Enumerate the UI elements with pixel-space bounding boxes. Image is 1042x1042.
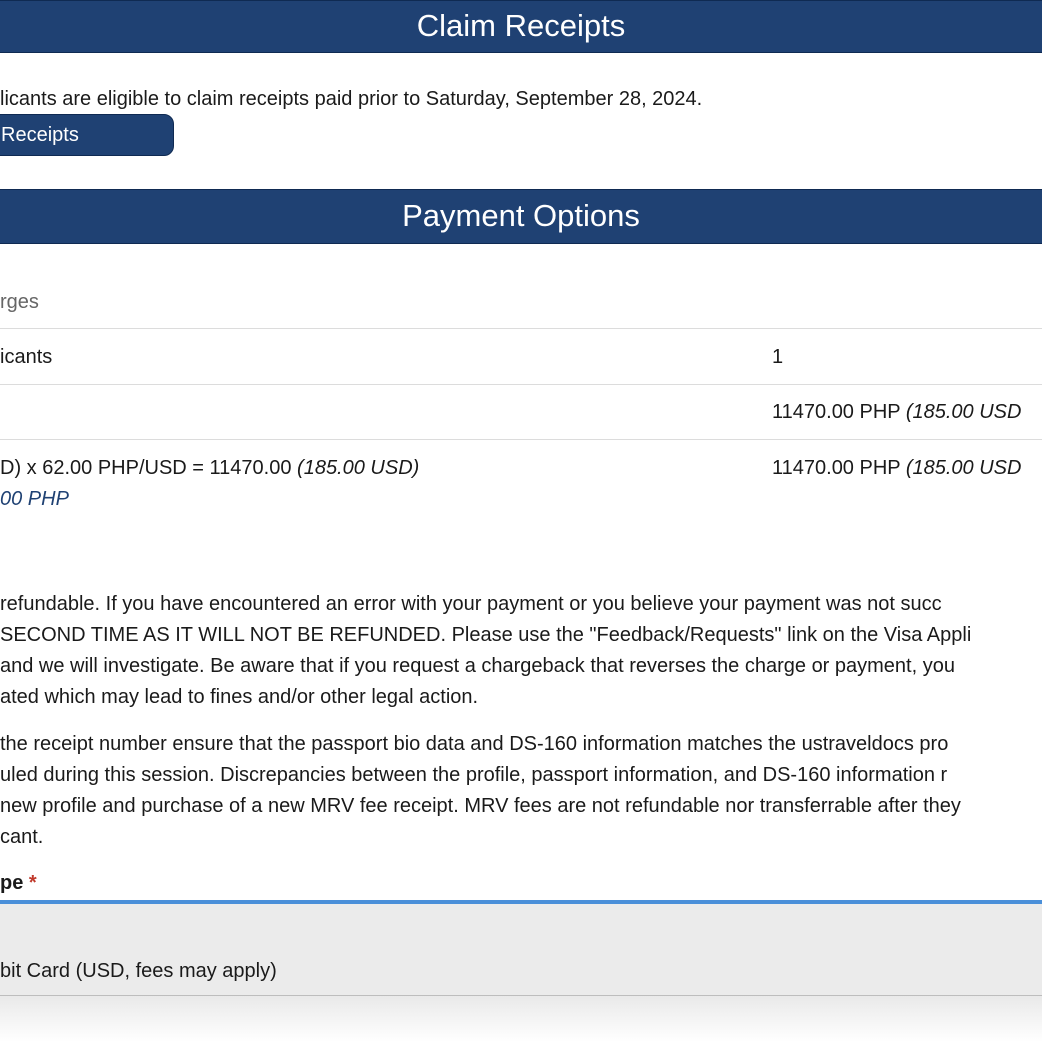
refund-notice-line: SECOND TIME AS IT WILL NOT BE REFUNDED. Please use the "Feedback/Requests" link on the Visa Appli: [0, 624, 972, 646]
table-divider: [0, 439, 1042, 440]
claim-eligibility-text: licants are eligible to claim receipts paid prior to Saturday, September 28, 2024.: [0, 88, 703, 110]
applicants-label: icants: [0, 346, 53, 368]
fee-amount-usd: (185.00 USD: [905, 401, 1022, 423]
payment-options-header: Payment Options: [0, 189, 1042, 244]
total-amount-php: 11470.00 PHP: [772, 457, 901, 479]
claim-receipts-header: Claim Receipts: [0, 0, 1042, 53]
refund-notice-line: ated which may lead to fines and/or other legal action.: [0, 686, 479, 708]
payment-type-label: [0, 871, 37, 895]
payment-type-select[interactable]: [0, 900, 1042, 996]
fee-amount: [772, 400, 1021, 424]
conversion-formula-usd: (185.00 USD): [297, 457, 420, 479]
refund-notice-line: and we will investigate. Be aware that if you request a chargeback that reverses the charge or payment, you: [0, 655, 955, 677]
refund-notice: [0, 589, 971, 713]
payment-type-label-text: pe: [0, 872, 24, 894]
conversion-formula: [0, 456, 419, 480]
select-shadow: [0, 996, 1042, 1042]
profile-notice-line: uled during this session. Discrepancies between the profile, passport information, and DS-160 information r: [0, 764, 948, 786]
profile-notice-line: new profile and purchase of a new MRV fee receipt. MRV fees are not refundable nor transferrable after they: [0, 795, 961, 817]
claim-receipts-button[interactable]: [0, 114, 174, 156]
profile-notice: [0, 729, 961, 853]
table-divider: [0, 384, 1042, 385]
claim-receipts-button-label: Receipts: [1, 124, 79, 146]
payment-type-selected-value: bit Card (USD, fees may apply): [0, 960, 277, 982]
fee-amount-php: 11470.00 PHP: [772, 401, 901, 423]
total-amount: [772, 456, 1021, 480]
charges-table-header: rges: [0, 291, 39, 313]
refund-notice-line: refundable. If you have encountered an error with your payment or you believe your payment was not succ: [0, 593, 942, 615]
profile-notice-line: the receipt number ensure that the passport bio data and DS-160 information matches the ustraveldocs pro: [0, 733, 949, 755]
total-amount-usd: (185.00 USD: [905, 457, 1022, 479]
table-divider: [0, 328, 1042, 329]
conversion-total-php: 00 PHP: [0, 488, 69, 510]
required-marker: *: [28, 872, 37, 894]
applicants-count: 1: [772, 346, 784, 368]
conversion-formula-text: D) x 62.00 PHP/USD = 11470.00: [0, 457, 292, 479]
profile-notice-line: cant.: [0, 826, 44, 848]
